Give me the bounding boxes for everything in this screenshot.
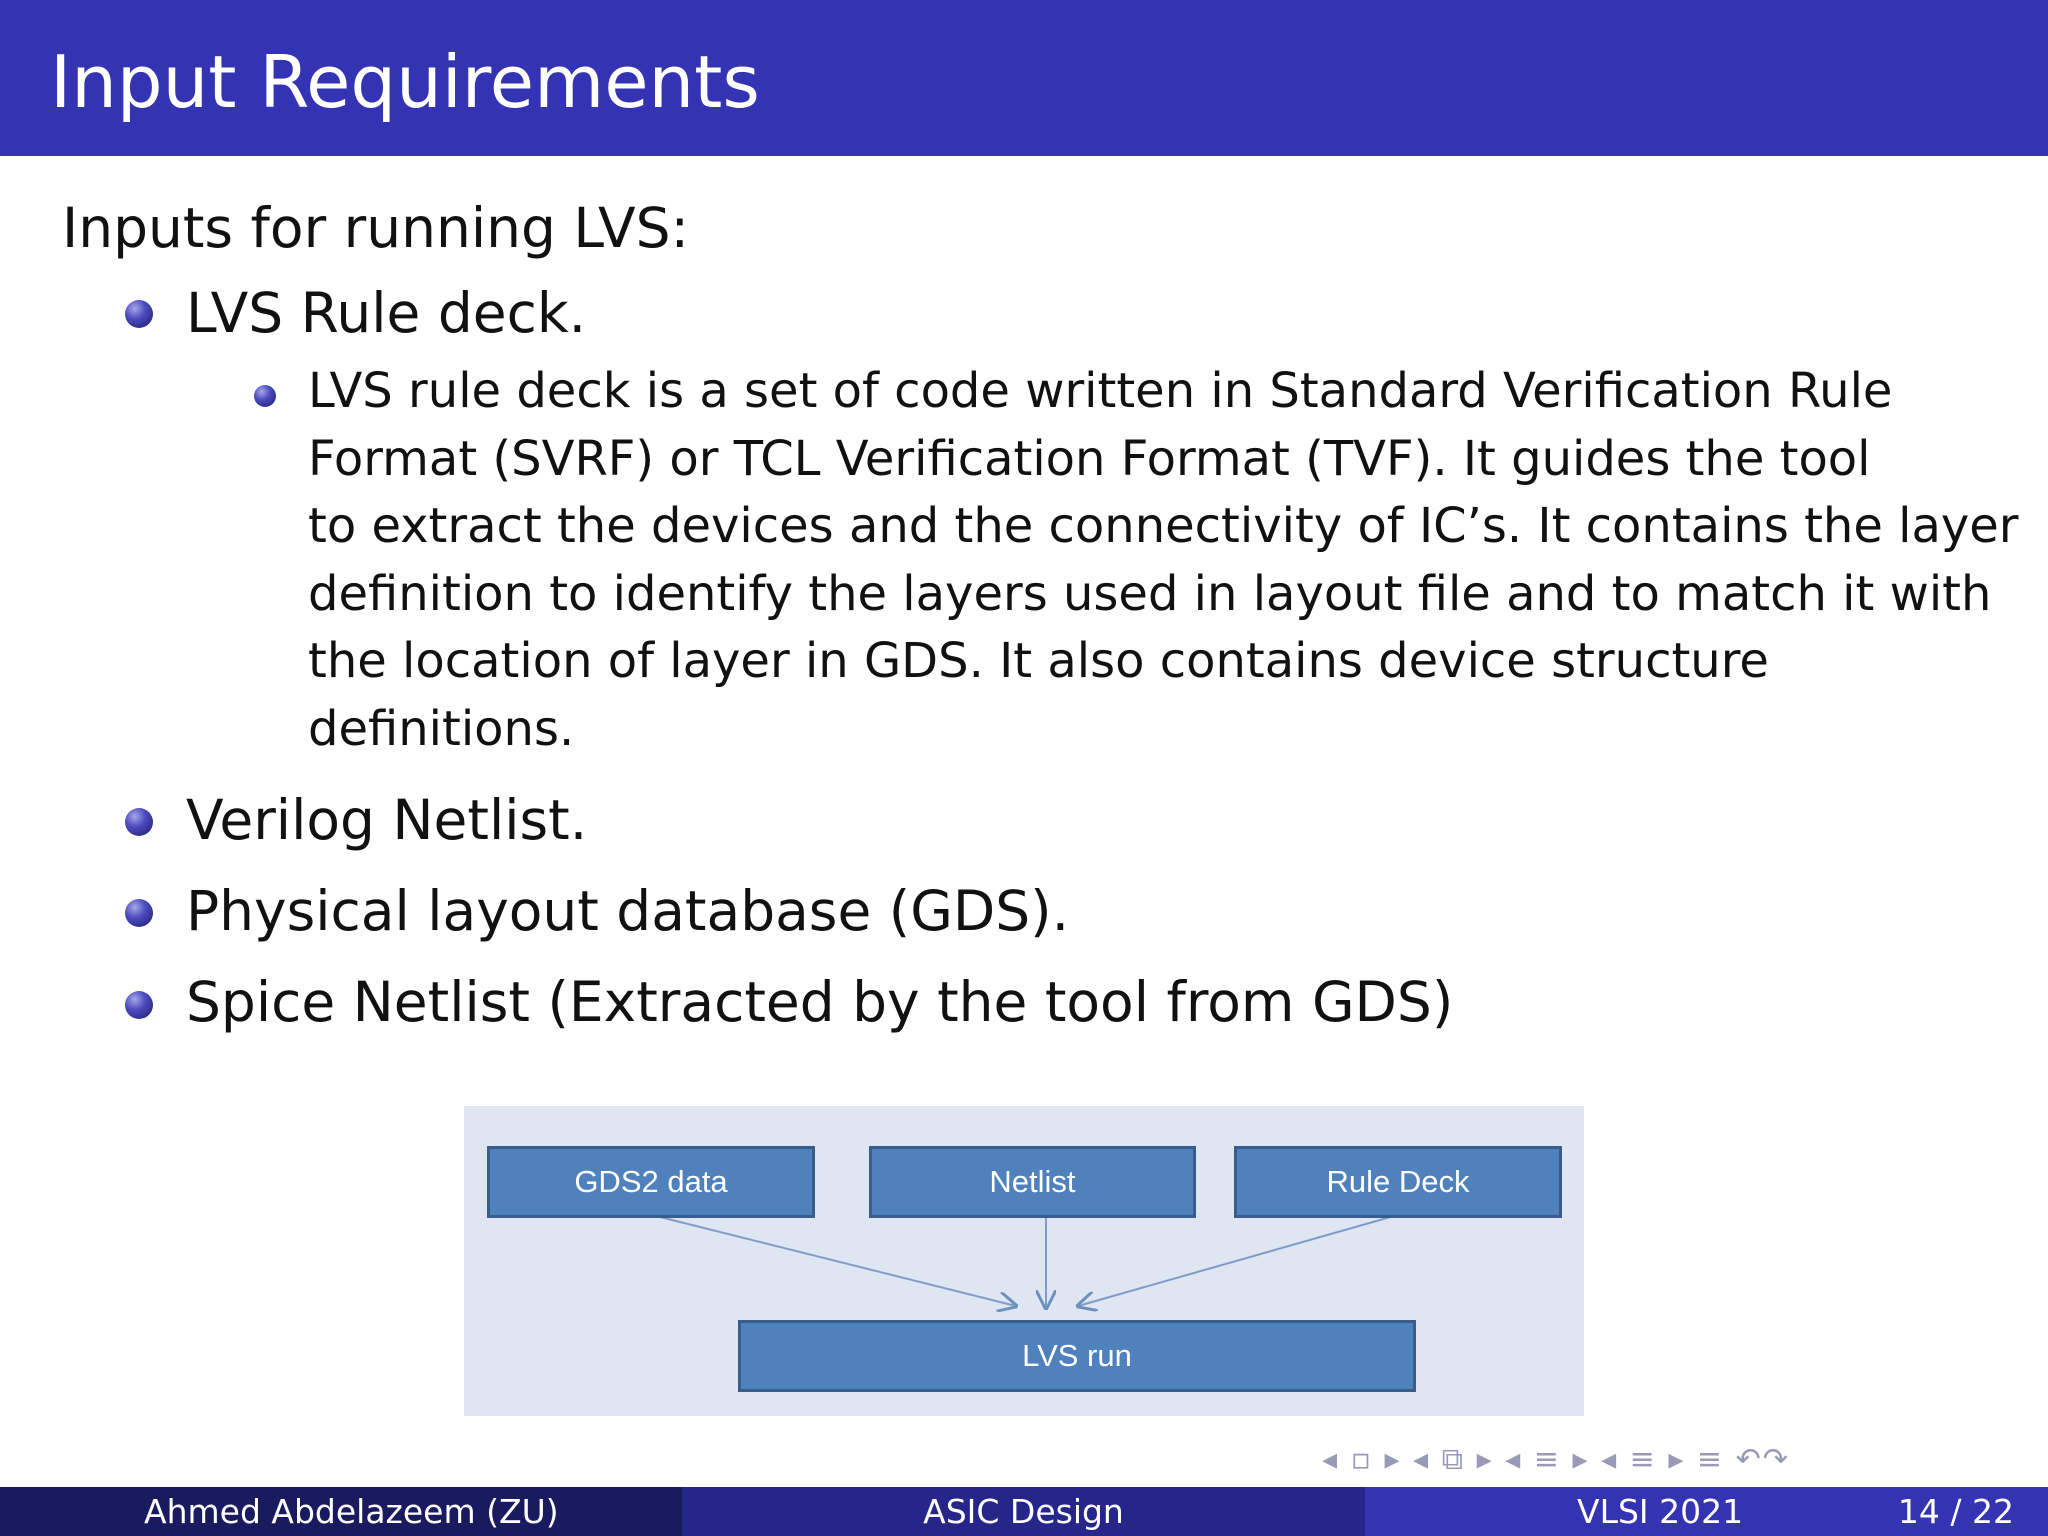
footer (0, 1487, 2048, 1536)
sub-bullet-line: LVS rule deck is a set of code written in Standard Verification Rule (308, 363, 1893, 419)
sub-bullet-paragraph (308, 358, 2019, 763)
footer-author: Ahmed Abdelazeem (ZU) (144, 1492, 559, 1531)
sub-bullet-line: the location of layer in GDS. It also contains device structure (308, 633, 1769, 689)
sub-bullet-line: definitions. (308, 700, 575, 757)
rule-deck-box: Rule Deck (1234, 1146, 1562, 1218)
bullet-verilog-netlist: Verilog Netlist. (186, 788, 588, 852)
arrow-gds2-to-lvs (656, 1216, 1016, 1306)
footer-course: ASIC Design (923, 1492, 1124, 1531)
bullet-icon (125, 808, 153, 836)
netlist-box: Netlist (869, 1146, 1196, 1218)
footer-right-section (1365, 1487, 2048, 1536)
bullet-icon (125, 991, 153, 1019)
bullet-physical-layout: Physical layout database (GDS). (186, 879, 1070, 943)
bullet-icon (125, 300, 153, 328)
navigation-controls[interactable]: ◂ ▫ ▸ ◂ ⧉ ▸ ◂ ≡ ▸ ◂ ≡ ▸ ≡ ↶↷ (1322, 1442, 1790, 1477)
lvs-run-box: LVS run (738, 1320, 1416, 1392)
sub-bullet-line: to extract the devices and the connectivity of IC’s. It contains the layer (308, 498, 2019, 554)
footer-author-section (0, 1487, 682, 1536)
footer-page-number: 14 / 22 (1897, 1492, 2014, 1531)
bullet-rule-deck: LVS Rule deck. (186, 281, 587, 345)
sub-bullet-line: Format (SVRF) or TCL Verification Format (TVF). It guides the tool (308, 430, 1871, 487)
sub-bullet-line: definition to identify the layers used in layout file and to match it with (308, 565, 1992, 622)
bullet-icon (125, 899, 153, 927)
bullet-spice-netlist: Spice Netlist (Extracted by the tool from GDS) (186, 970, 1454, 1034)
footer-course-section (682, 1487, 1365, 1536)
arrow-ruledeck-to-lvs (1078, 1216, 1394, 1306)
title-bar (0, 0, 2048, 156)
slide-title: Input Requirements (50, 40, 760, 124)
lvs-flow-diagram (464, 1106, 1584, 1416)
sub-bullet-icon (254, 385, 276, 407)
footer-event: VLSI 2021 (1577, 1492, 1744, 1531)
gds2-data-box: GDS2 data (487, 1146, 815, 1218)
intro-text: Inputs for running LVS: (62, 196, 690, 260)
